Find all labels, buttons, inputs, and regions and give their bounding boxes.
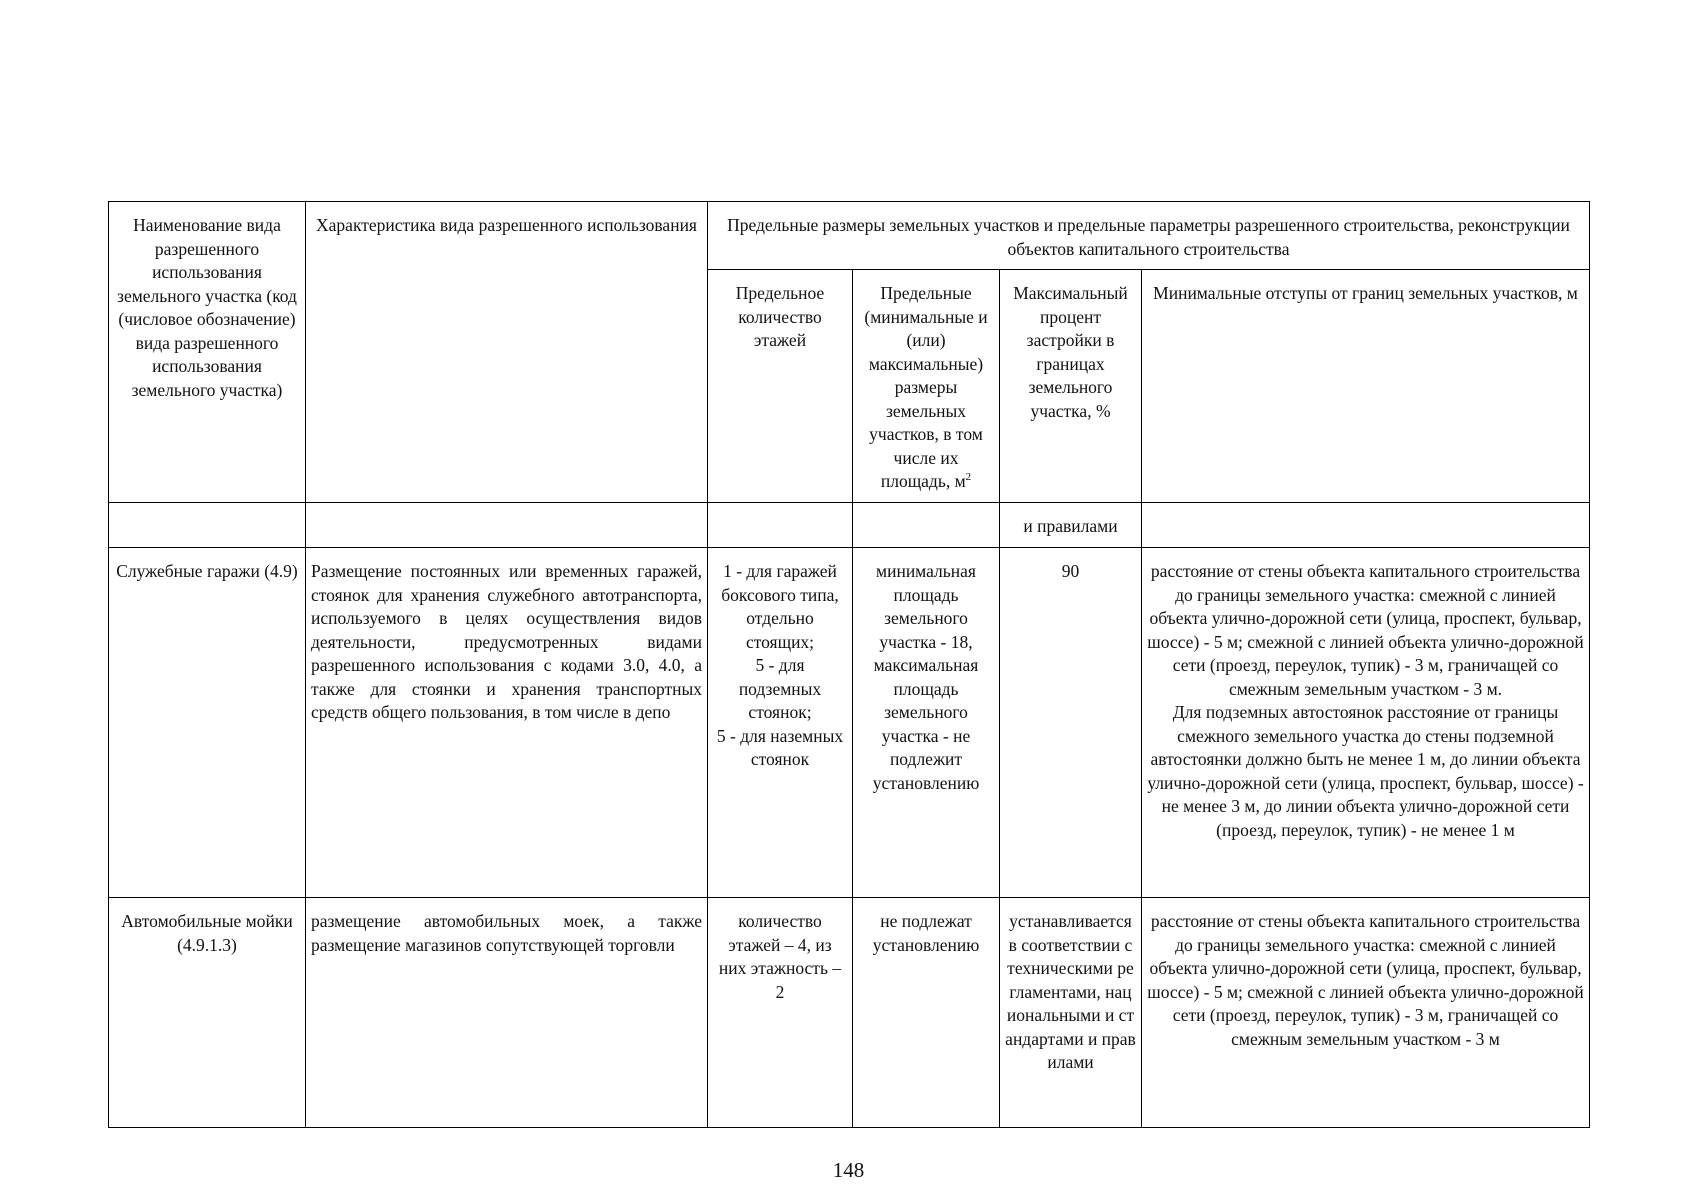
header-description-cell: Характеристика вида разрешенного использования — [306, 202, 708, 503]
page-number: 148 — [832, 1158, 865, 1182]
row-plot-size-cell: минимальная площадь земельного участка - 18, максимальная площадь земельного участка - не подлежит установлению — [853, 548, 1000, 898]
row-max-percent-cell: устанавливается в соответствии с техническими регламентами, национальными и стандартами и правилами — [1000, 898, 1142, 1128]
header-floors-cell: Предельное количество этажей — [708, 270, 853, 503]
row-name-cell: Автомобильные мойки (4.9.1.3) — [109, 898, 306, 1128]
carry-text-cell: и правилами — [1000, 503, 1142, 548]
row-description-cell: Размещение постоянных или временных гаражей, стоянок для хранения служебного автотранспорта, используемого в целях осуществления видов деятельности, предусмотренных видами разрешенного использования с кодами 3.0, 4.0, а также для стоянки и хранения транспортных средств общего пользования, в том числе в депо — [306, 548, 708, 898]
header-name-cell: Наименование вида разрешенного использования земельного участка (код (числовое обозначение) вида разрешенного использования земельного участка) — [109, 202, 306, 503]
table-row — [109, 548, 1590, 898]
carry-empty-cell — [109, 503, 306, 548]
carry-over-row — [109, 503, 1590, 548]
row-max-percent-cell: 90 — [1000, 548, 1142, 898]
header-plot-size-cell — [853, 270, 1000, 503]
header-row — [109, 202, 1590, 270]
header-setbacks-cell: Минимальные отступы от границ земельных участков, м — [1142, 270, 1590, 503]
header-plot-size-text: Предельные (минимальные и (или) максимальные) размеры земельных участков, в том числе их площадь, м — [864, 283, 988, 491]
carry-empty-cell — [708, 503, 853, 548]
carry-empty-cell — [306, 503, 708, 548]
carry-empty-cell — [1142, 503, 1590, 548]
row-setbacks-cell: расстояние от стены объекта капитального строительства до границы земельного участка: смежной с линией объекта улично-дорожной сети (улица, проспект, бульвар, шоссе) - 5 м; смежной с линией объекта улично-дорожной сети (проезд, переулок, тупик) - 3 м, граничащей со смежным земельным участком - 3 м — [1142, 898, 1590, 1128]
row-name-cell: Служебные гаражи (4.9) — [109, 548, 306, 898]
header-max-percent-cell: Максимальный процент застройки в границах земельного участка, % — [1000, 270, 1142, 503]
row-setbacks-cell: расстояние от стены объекта капитального строительства до границы земельного участка: смежной с линией объекта улично-дорожной сети (улица, проспект, бульвар, шоссе) - 5 м; смежной с линией объекта улично-дорожной сети (проезд, переулок, тупик) - 3 м, граничащей со смежным земельным участком - 3 м. Для подземных автостоянок расстояние от границы смежного земельного участка до стены подземной автостоянки должно быть не менее 1 м, до линии объекта улично-дорожной сети (улица, проспект, бульвар, шоссе) - не менее 3 м, до линии объекта улично-дорожной сети (проезд, переулок, тупик) - не менее 1 м — [1142, 548, 1590, 898]
table-row — [109, 898, 1590, 1128]
regulations-table — [108, 201, 1590, 1128]
carry-empty-cell — [853, 503, 1000, 548]
row-floors-cell: количество этажей – 4, из них этажность – 2 — [708, 898, 853, 1128]
row-plot-size-cell: не подлежат установлению — [853, 898, 1000, 1128]
row-floors-cell: 1 - для гаражей боксового типа, отдельно стоящих; 5 - для подземных стоянок; 5 - для наземных стоянок — [708, 548, 853, 898]
header-limits-group-cell: Предельные размеры земельных участков и предельные параметры разрешенного строительства, реконструкции объектов капитального строительства — [708, 202, 1590, 270]
row-description-cell: размещение автомобильных моек, а также размещение магазинов сопутствующей торговли — [306, 898, 708, 1128]
header-plot-size-sup: 2 — [965, 471, 972, 484]
